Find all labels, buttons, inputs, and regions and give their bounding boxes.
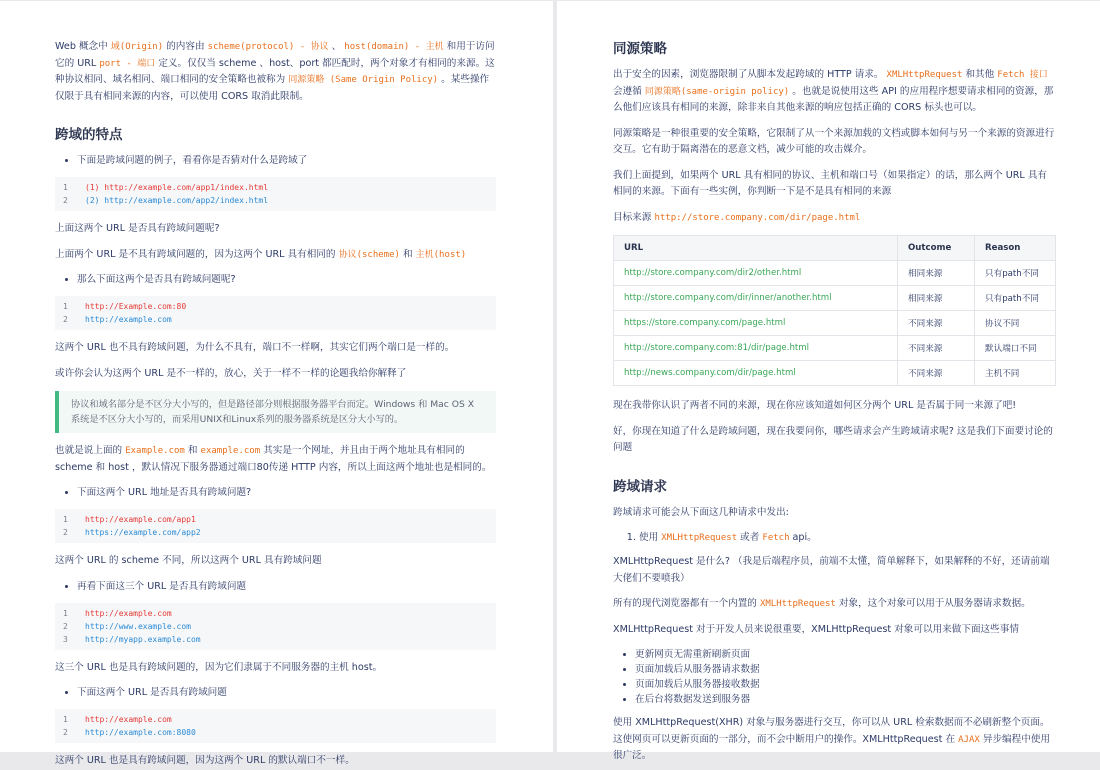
paragraph: XMLHttpRequest 是什么? （我是后端程序员，前端不太懂，简单解释下，如果解释的不好，还请前端大佬们不要喷我）: [613, 556, 1050, 584]
paragraph: 这两个 URL 的 scheme 不同，所以这两个 URL 具有跨域问题: [55, 555, 322, 566]
paragraph: 所有的现代浏览器都有一个内置的 XMLHttpRequest 对象，这个对象可以用于从服务器请求数据。: [613, 598, 1031, 609]
url-link[interactable]: http://news.company.com/dir/page.html: [614, 361, 898, 386]
bullet-list: • 下面这两个 URL 地址是否具有跨域问题?: [55, 485, 496, 501]
left-page: [0, 1, 553, 766]
reason-cell: 主机不同: [975, 361, 1056, 386]
reason-cell: 协议不同: [975, 311, 1056, 336]
paragraph: 这两个 URL 也不具有跨域问题，为什么不具有，端口不一样啊，其实它们两个端口是一样的。: [55, 342, 455, 353]
paragraph: 现在我带你认识了两者不同的来源，现在你应该知道如何区分两个 URL 是否属于同一来源了吧!: [613, 400, 1017, 411]
outcome-cell: 不同来源: [898, 361, 975, 386]
paragraph: 或许你会认为这两个 URL 是不一样的，放心，关于一样不一样的论题我给你解释了: [55, 367, 407, 379]
code-block: 1 (1) http://example.com/app1/index.html 2 (2) http://example.com/app2/index.html: [55, 177, 496, 211]
outcome-cell: 不同来源: [898, 336, 975, 361]
section-heading: 跨域请求: [613, 478, 667, 495]
url-link[interactable]: http://store.company.com/dir/inner/another.html: [614, 286, 898, 311]
paragraph: 上面这两个 URL 是否具有跨域问题呢?: [55, 223, 220, 234]
bullet-list: • 下面这两个 URL 是否具有跨域问题: [55, 685, 496, 701]
paragraph: 也就是说上面的 Example.com 和 example.com 其实是一个网址，并且由于两个地址具有相同的 scheme 和 host ，默认情况下服务器通过端口80传递 HTTP 内容，所以上面这两个地址也是相同的。: [55, 445, 492, 473]
paragraph: 目标来源 http://store.company.com/dir/page.html: [613, 211, 861, 223]
bullet-list: • 那么下面这两个是否具有跨域问题呢?: [55, 272, 496, 288]
paragraph: 跨域请求可能会从下面这几种请求中发出:: [613, 506, 789, 518]
paragraph: 我们上面提到，如果两个 URL 具有相同的协议、主机和端口号（如果指定）的话，那么两个 URL 具有相同的来源。下面有一些实例，你判断一下是不是具有相同的来源: [613, 169, 1048, 197]
reason-cell: 只有path不同: [975, 286, 1056, 311]
paragraph: 使用 XMLHttpRequest(XHR) 对象与服务器进行交互，你可以从 URL 检索数据而不必刷新整个页面。这使网页可以更新页面的一部分，而不会中断用户的操作。XMLHttpRequest 在 AJAX 异步编程中使用很广泛。: [613, 717, 1051, 761]
reason-cell: 只有path不同: [975, 261, 1056, 286]
reason-cell: 默认端口不同: [975, 336, 1056, 361]
url-link[interactable]: https://store.company.com/page.html: [614, 311, 898, 336]
paragraph: 这三个 URL 也是具有跨域问题的，因为它们隶属于不同服务器的主机 host。: [55, 661, 383, 673]
outcome-cell: 相同来源: [898, 261, 975, 286]
table-row: [614, 286, 1056, 311]
url-link[interactable]: http://store.company.com:81/dir/page.html: [614, 336, 898, 361]
note-blockquote: 协议和域名部分是不区分大小写的，但是路径部分则根据服务器平台而定。Windows 和 Mac OS X 系统是不区分大小写的，而采用UNIX和Linux系列的服务器系统是区分大小写的。: [55, 391, 496, 433]
table-row: [614, 361, 1056, 386]
paragraph: 同源策略是一种很重要的安全策略，它限制了从一个来源加载的文档或脚本如何与另一个来源的资源进行交互。它有助于隔离潜在的恶意文档，减少可能的攻击媒介。: [613, 127, 1055, 155]
paragraph: 这两个 URL 也是具有跨域问题，因为这两个 URL 的默认端口不一样。: [55, 755, 355, 766]
table-row: [614, 261, 1056, 286]
code-block: 1 http://Example.com:80 2 http://example.com: [55, 296, 496, 330]
code-block: 1 http://example.com/app1 2 https://example.com/app2: [55, 509, 496, 543]
paragraph: XMLHttpRequest 对于开发人员来说很重要，XMLHttpRequest 对象可以用来做下面这些事情: [613, 623, 1019, 635]
outcome-cell: 相同来源: [898, 286, 975, 311]
paragraph: 出于安全的因素，浏览器限制了从脚本发起跨域的 HTTP 请求。 XMLHttpRequest 和其他 Fetch 接口 会遵循 同源策略(same-origin policy) 。也就是说使用这些 API 的应用程序想要请求相同的资源，那么他们应该具有相同的来源，除非来自其他来源的响应包括正确的 CORS 标头也可以。: [613, 69, 1054, 113]
bullet-list: • 再看下面这三个 URL 是否具有跨域问题: [55, 579, 496, 595]
table-row: [614, 311, 1056, 336]
section-heading: 跨域的特点: [55, 127, 123, 143]
origin-table: URL Outcome Reason http://store.company.com/dir2/other.html 相同来源 只有path不同 http://store.company.com/dir/inner/another.html 相同来源 只有path不同 https://store.company.com/page.html 不同来源 协议不同 http://store.company.com:81/dir/page.html 不同来源 默认端口不同 http://news.company.com/dir/page.html 不同来源 主机不同: [613, 235, 1056, 386]
table-row: [614, 336, 1056, 361]
paragraph: 上面两个 URL 是不具有跨域问题的，因为这两个 URL 具有相同的 协议(scheme) 和 主机(host): [55, 248, 467, 260]
url-link[interactable]: http://store.company.com/dir2/other.html: [614, 261, 898, 286]
paragraph: 好，你现在知道了什么是跨域问题，现在我要问你，哪些请求会产生跨域请求呢? 这是我们下面要讨论的问题: [613, 425, 1053, 453]
section-heading: 同源策略: [613, 41, 667, 57]
code-block: 1 http://example.com 2 http://www.example.com 3 http://myapp.example.com: [55, 603, 496, 650]
right-page: [557, 1, 1100, 761]
code-block: 1 http://example.com 2 http://example.com:8080: [55, 709, 496, 743]
bullet-list: • 下面是跨域问题的例子，看看你是否猜对什么是跨域了: [55, 153, 496, 169]
bullet-list: • 更新网页无需重新刷新页面 • 页面加载后从服务器请求数据 • 页面加载后从服务器接收数据 • 在后台将数据发送到服务器: [613, 647, 1056, 707]
intro-paragraph: Web 概念中 域(Origin) 的内容由 scheme(protocol) - 协议 、 host(domain) - 主机 和用于访问它的 URL port - 端口 定义。仅仅当 scheme 、host、port 都匹配时，两个对象才有相同的来源。这种协议相同、域名相同、端口相同的安全策略也被称为 同源策略 (Same Origin Policy) 。某些操作仅限于具有相同来源的内容，可以使用 CORS 取消此限制。: [55, 41, 495, 102]
outcome-cell: 不同来源: [898, 311, 975, 336]
numbered-list: 1. 使用 XMLHttpRequest 或者 Fetch api。: [613, 530, 1056, 546]
